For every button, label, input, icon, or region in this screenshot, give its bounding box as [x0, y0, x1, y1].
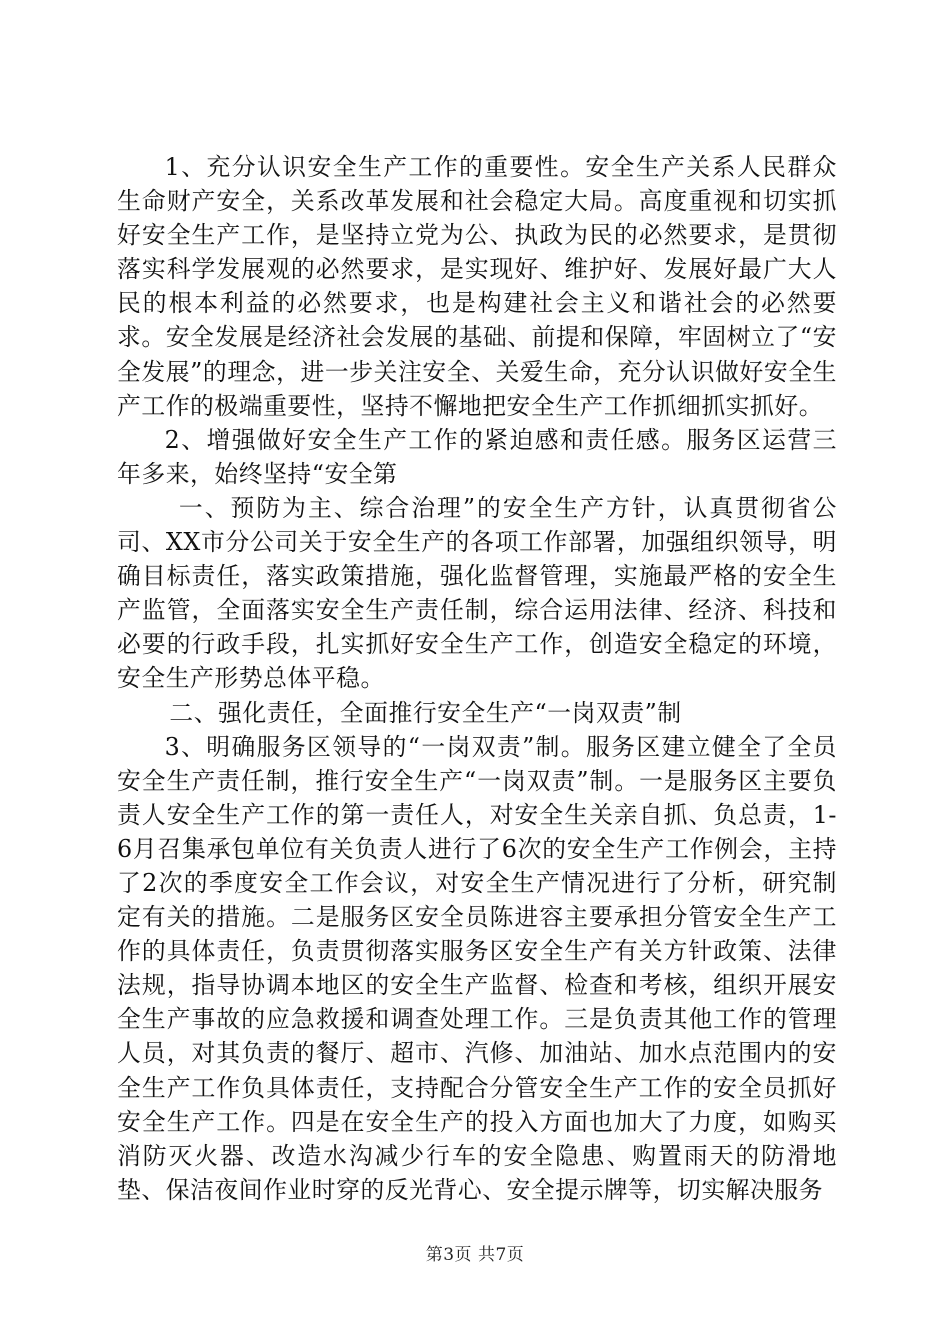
- paragraph-item-2-urgency: 2、增强做好安全生产工作的紧迫感和责任感。服务区运营三年多来，始终坚持“安全第: [117, 425, 837, 488]
- section-heading-responsibility: 二、强化责任，全面推行安全生产“一岗双责”制: [169, 698, 682, 727]
- paragraph-item-1-importance: 1、充分认识安全生产工作的重要性。安全生产关系人民群众生命财产安全，关系改革发展和社会稳定大局。高度重视和切实抓好安全生产工作，是坚持立党为公、执政为民的必然要求，是贯彻落实科学发展观的必然要求，是实现好、维护好、发展好最广大人民的根本利益的必然要求，也是构建社会主义和谐社会的必然要求。安全发展是经济社会发展的基础、前提和保障，牢固树立了“安全发展”的理念，进一步关注安全、关爱生命，充分认识做好安全生产工作的极端重要性，坚持不懈地把安全生产工作抓细抓实抓好。: [117, 153, 837, 420]
- paragraph-safety-policy: 一、预防为主、综合治理”的安全生产方针，认真贯彻省公司、XX市分公司关于安全生产的各项工作部署，加强组织领导，明确目标责任，落实政策措施，强化监督管理，实施最严格的安全生产监管，全面落实安全生产责任制，综合运用法律、经济、科技和必要的行政手段，扎实抓好安全生产工作，创造安全稳定的环境，安全生产形势总体平稳。: [117, 493, 837, 693]
- page-number-footer: 第3页 共7页: [425, 1245, 525, 1265]
- document-body: [117, 150, 837, 1207]
- paragraph-item-3-leadership: 3、明确服务区领导的“一岗双责”制。服务区建立健全了全员安全生产责任制，推行安全生产“一岗双责”制。一是服务区主要负责人安全生产工作的第一责任人，对安全生关亲自抓、负总责，1-6月召集承包单位有关负责人进行了6次的安全生产工作例会，主持了2次的季度安全工作会议，对安全生产情况进行了分析，研究制定有关的措施。二是服务区安全员陈进容主要承担分管安全生产工作的具体责任，负责贯彻落实服务区安全生产有关方针政策、法律法规，指导协调本地区的安全生产监督、检查和考核，组织开展安全生产事故的应急救援和调查处理工作。三是负责其他工作的管理人员，对其负责的餐厅、超市、汽修、加油站、加水点范围内的安全生产工作负具体责任，支持配合分管安全生产工作的安全员抓好安全生产工作。四是在安全生产的投入方面也加大了力度，如购买消防灭火器、改造水沟减少行车的安全隐患、购置雨天的防滑地垫、保洁夜间作业时穿的反光背心、安全提示牌等，切实解决服务: [117, 732, 837, 1204]
